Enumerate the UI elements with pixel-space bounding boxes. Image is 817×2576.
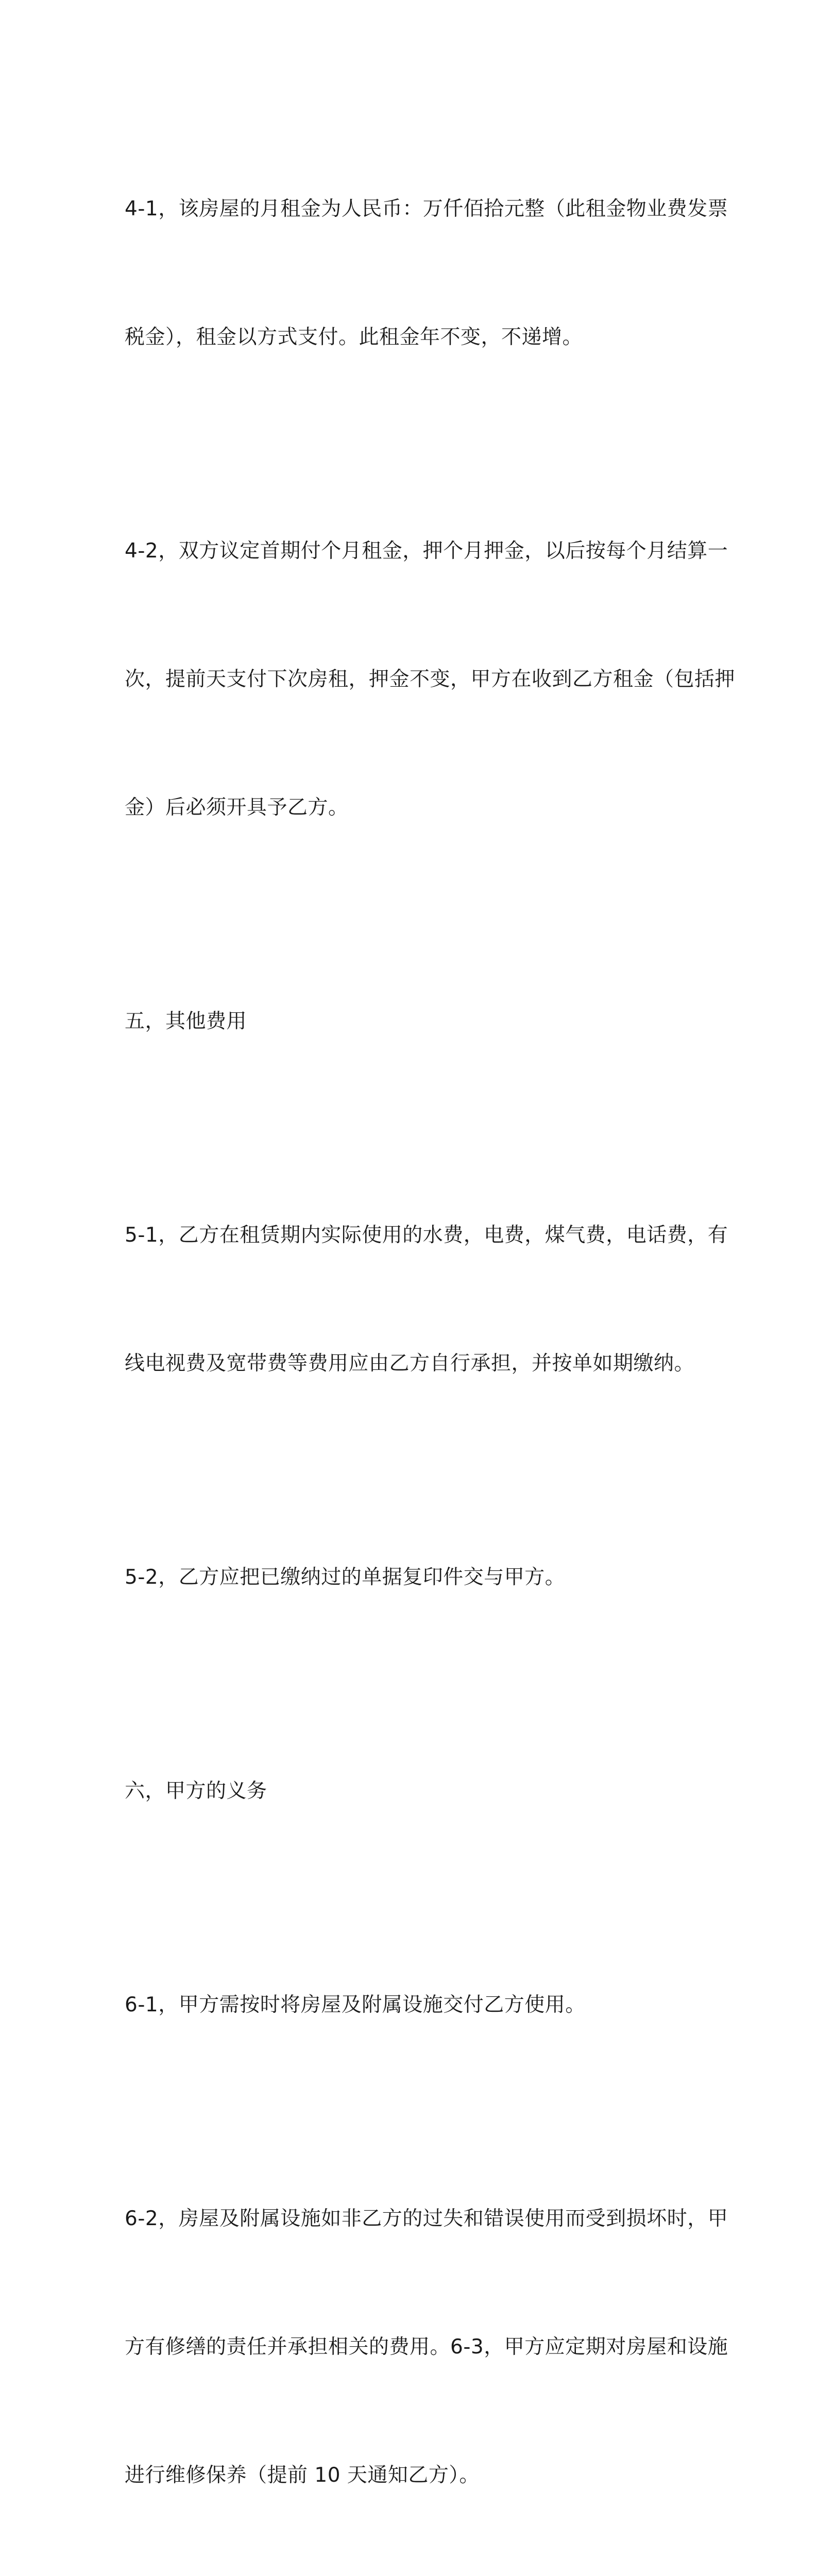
text-line: 5-1，乙方在租赁期内实际使用的水费，电费，煤气费，电话费，有 [125, 1224, 728, 1247]
text-line: 线电视费及宽带费等费用应由乙方自行承担，并按单如期缴纳。 [125, 1352, 695, 1375]
section-title: 五，其他费用 [125, 1010, 247, 1033]
clause-5-2 [125, 1470, 696, 1684]
clause-4-2 [125, 444, 736, 914]
section-heading-6 [125, 1684, 696, 1898]
text-line: 进行维修保养（提前 10 天通知乙方）。 [125, 2464, 480, 2487]
section-title: 六，甲方的义务 [125, 1780, 267, 1803]
text-line: 6-1，甲方需按时将房屋及附属设施交付乙方使用。 [125, 1993, 586, 2016]
text-line: 4-1，该房屋的月租金为人民币：万仟佰拾元整（此租金物业费发票 [125, 197, 728, 221]
section-heading-5 [125, 914, 696, 1128]
clause-4-1 [125, 102, 728, 444]
text-line: 金）后必须开具予乙方。 [125, 796, 349, 819]
text-line: 税金），租金以方式支付。此租金年不变，不递增。 [125, 326, 583, 349]
clause-5-1 [125, 1128, 728, 1470]
document-body [125, 102, 736, 2576]
clause-6-1 [125, 1898, 696, 2112]
text-line: 次，提前天支付下次房租，押金不变，甲方在收到乙方租金（包括押 [125, 668, 736, 691]
text-line: 4-2，双方议定首期付个月租金，押个月押金，以后按每个月结算一 [125, 539, 728, 563]
clause-6-2 [125, 2112, 728, 2576]
text-line: 6-2，房屋及附属设施如非乙方的过失和错误使用而受到损坏时，甲 [125, 2207, 728, 2230]
text-line: 方有修缮的责任并承担相关的费用。6-3，甲方应定期对房屋和设施 [125, 2335, 728, 2359]
text-line: 5-2，乙方应把已缴纳过的单据复印件交与甲方。 [125, 1566, 566, 1589]
